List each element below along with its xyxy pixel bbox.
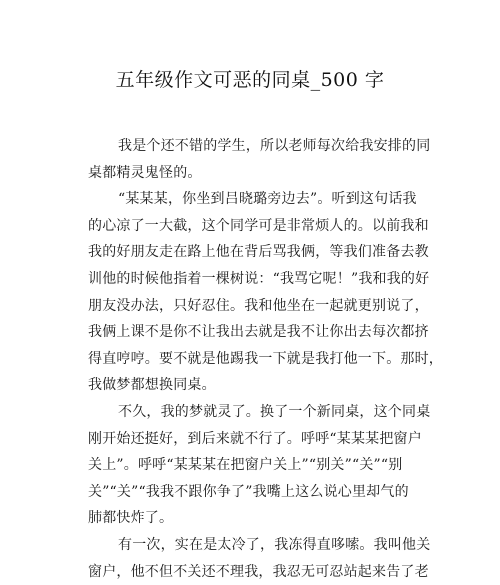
text-line: “某某某，你坐到吕晓璐旁边去”。听到这句话我 — [88, 186, 424, 213]
document-title: 五年级作文可恶的同桌_500 字 — [0, 66, 500, 94]
text-line: 我的好朋友走在路上他在背后骂我俩，等我们准备去教 — [88, 239, 424, 266]
text-line: 肺都快炸了。 — [88, 505, 424, 532]
text-line: 我是个还不错的学生，所以老师每次给我安排的同 — [88, 133, 424, 160]
text-line: 窗户，他不但不关还不理我，我忍无可忍站起来告了老 — [88, 559, 424, 585]
text-line: 我俩上课不是你不让我出去就是我不让你出去每次都挤 — [88, 319, 424, 346]
document-body — [88, 133, 424, 585]
paragraph-4 — [88, 532, 424, 585]
text-line: 不久，我的梦就灵了。换了一个新同桌，这个同桌 — [88, 399, 424, 426]
text-line: 有一次，实在是太冷了，我冻得直哆嗦。我叫他关 — [88, 532, 424, 559]
text-line: 得直哼哼。要不就是他踢我一下就是我打他一下。那时， — [88, 346, 424, 373]
text-line: 训他的时候他指着一棵树说：“我骂它呢！”我和我的好 — [88, 266, 424, 293]
text-line: 关上”。呼呼“某某某在把窗户关上”“别关”“关”“别 — [88, 452, 424, 479]
text-line: 的心凉了一大截，这个同学可是非常烦人的。以前我和 — [88, 213, 424, 240]
paragraph-2 — [88, 186, 424, 399]
text-line: 刚开始还挺好，到后来就不行了。呼呼“某某某把窗户 — [88, 426, 424, 453]
text-line: 关”“关”“我我不跟你争了”我嘴上这么说心里却气的 — [88, 479, 424, 506]
text-line: 我做梦都想换同桌。 — [88, 372, 424, 399]
paragraph-3 — [88, 399, 424, 532]
text-line: 桌都精灵鬼怪的。 — [88, 160, 424, 187]
paragraph-1 — [88, 133, 424, 186]
text-line: 朋友没办法，只好忍住。我和他坐在一起就更别说了， — [88, 293, 424, 320]
